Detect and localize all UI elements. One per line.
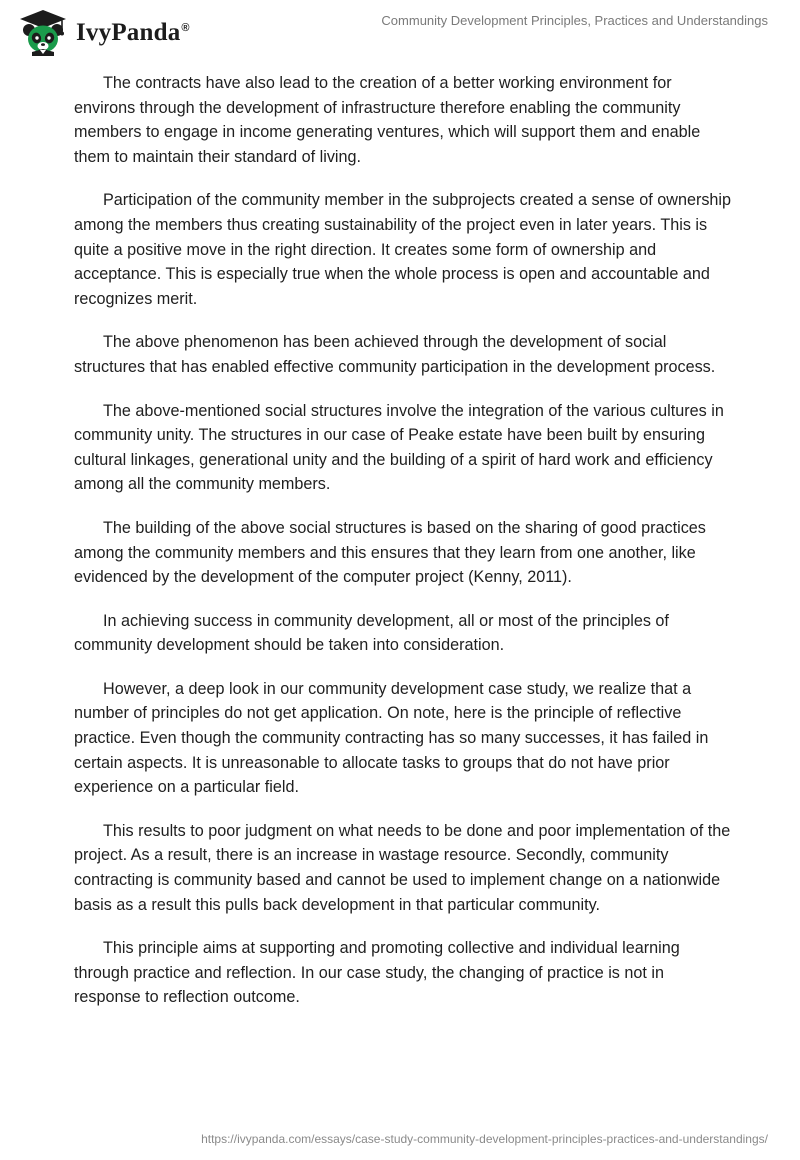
essay-body <box>74 71 734 1029</box>
paragraph: The building of the above social structures is based on the sharing of good practices among the community members and this ensures that they learn from one another, like evidenced by the development of the computer project (Kenny, 2011). <box>74 518 706 587</box>
paragraph: Participation of the community member in the subprojects created a sense of ownership among the members thus creating sustainability of the project even in later years. This is quite a positive move in the right direction. It creates some form of ownership and acceptance. This is especially true when the whole process is open and accountable and recognizes merit. <box>74 191 732 308</box>
source-url[interactable]: https://ivypanda.com/essays/case-study-community-development-principles-practices-and-understandings/ <box>201 1132 768 1146</box>
paragraph: The contracts have also lead to the creation of a better working environment for environs through the development of infrastructure therefore enabling the community members to engage in income generating ventures, which will support them and enable them to maintain their standard of living. <box>74 74 701 166</box>
paragraph: In achieving success in community development, all or most of the principles of community development should be taken into consideration. <box>74 611 669 655</box>
page-header <box>0 0 800 60</box>
paragraph: The above-mentioned social structures involve the integration of the various cultures in community unity. The structures in our case of Peake estate have been built by ensuring cultural linkages, generational unity and the building of a spirit of hard work and efficiency among all the community members. <box>74 401 724 494</box>
registered-mark: ® <box>181 21 190 34</box>
paragraph: The above phenomenon has been achieved through the development of social structures that has enabled effective community participation in the development process. <box>74 333 716 376</box>
paragraph: This principle aims at supporting and promoting collective and individual learning through practice and reflection. In our case study, the changing of practice is not in response to reflection outcome. <box>74 939 680 1007</box>
document-title: Community Development Principles, Practices and Understandings <box>381 13 768 28</box>
paragraph: However, a deep look in our community development case study, we realize that a number of principles do not get application. On note, here is the principle of reflective practice. Even though the community contracting has so many successes, it has failed in certain aspects. It is unreasonable to allocate tasks to groups that do not have prior experience on a particular field. <box>74 679 709 797</box>
logo-wordmark: IvyPanda® <box>76 19 190 46</box>
panda-graduation-cap-icon <box>14 8 72 56</box>
paragraph: This results to poor judgment on what needs to be done and poor implementation of the project. As a result, there is an increase in wastage resource. Secondly, community contracting is community based and cannot be used to implement change on a nationwide basis as a result this pulls back development in that particular community. <box>74 821 731 914</box>
ivypanda-logo[interactable] <box>14 8 190 56</box>
